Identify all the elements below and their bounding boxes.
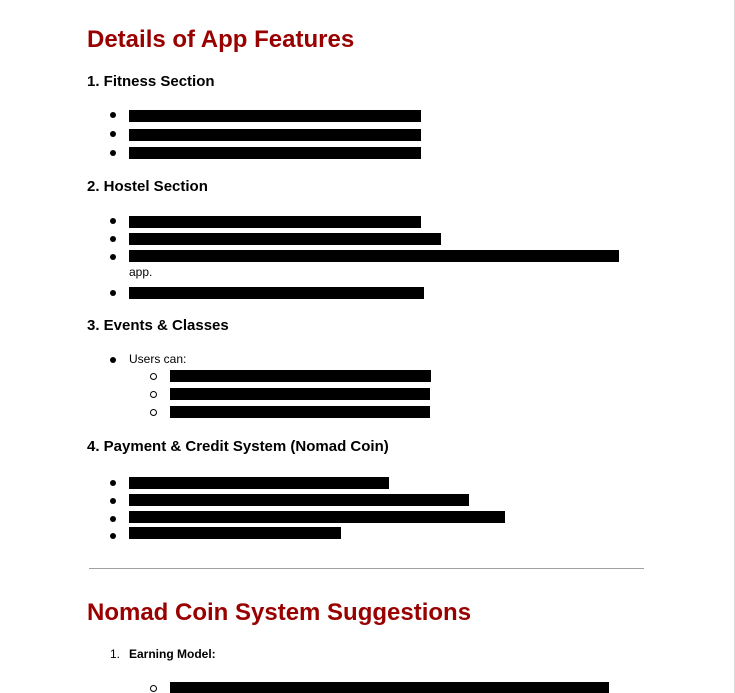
events-intro-text: Users can:: [129, 352, 187, 366]
redacted-text: [129, 494, 469, 506]
redacted-text: [129, 129, 421, 141]
redacted-text: [129, 147, 421, 159]
redacted-text: [129, 527, 341, 539]
bullet: [110, 112, 116, 118]
heading-payment-credit-system: 4. Payment & Credit System (Nomad Coin): [87, 438, 389, 455]
redacted-text: [170, 370, 431, 382]
redacted-text: [129, 477, 389, 489]
bullet: [110, 516, 116, 522]
heading-fitness-section: 1. Fitness Section: [87, 73, 215, 90]
page-title-app-features: Details of App Features: [87, 26, 355, 53]
heading-events-classes: 3. Events & Classes: [87, 317, 229, 334]
bullet: [110, 218, 116, 224]
redacted-text: [129, 110, 421, 122]
redacted-text: [129, 216, 421, 228]
page-title-nomad-coin: Nomad Coin System Suggestions: [87, 599, 472, 626]
bullet: [110, 357, 116, 363]
bullet: [110, 498, 116, 504]
sub-bullet: [150, 409, 157, 416]
bullet: [110, 290, 116, 296]
redacted-text: [170, 682, 609, 693]
sub-bullet: [150, 391, 157, 398]
redacted-text: [129, 250, 619, 262]
horizontal-rule: [89, 568, 644, 569]
bullet: [110, 131, 116, 137]
sub-bullet: [150, 685, 157, 692]
redacted-text: [170, 406, 430, 418]
redacted-text: [170, 388, 430, 400]
bullet: [110, 254, 116, 260]
bullet: [110, 236, 116, 242]
sub-bullet: [150, 373, 157, 380]
earning-model-label: Earning Model:: [129, 647, 216, 661]
bullet: [110, 533, 116, 539]
bullet: [110, 150, 116, 156]
hostel-continuation-text: app.: [129, 265, 153, 279]
redacted-text: [129, 233, 441, 245]
redacted-text: [129, 287, 424, 299]
heading-hostel-section: 2. Hostel Section: [87, 178, 208, 195]
redacted-text: [129, 511, 505, 523]
list-number: 1.: [110, 647, 121, 661]
bullet: [110, 480, 116, 486]
